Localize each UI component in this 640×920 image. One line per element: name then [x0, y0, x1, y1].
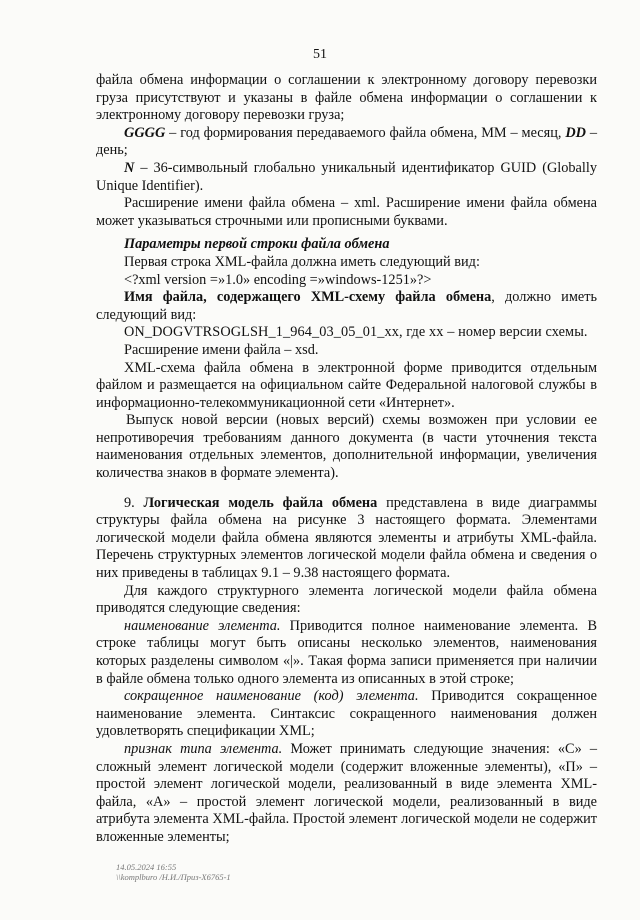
text-guid-desc: – 36-символьный глобально уникальный идентификатор GUID (Globally Unique Identifier).	[96, 159, 597, 194]
term-dd: DD	[565, 124, 586, 141]
paragraph-guid	[96, 160, 597, 195]
footer-path: \\komplburo /Н.И./Приз-Х6765-1	[116, 872, 231, 882]
text-year-desc: – год формирования передаваемого файла обмена, ММ – месяц,	[165, 124, 562, 141]
paragraph-element-type	[96, 741, 597, 847]
footer-timestamp: 14.05.2024 16:55	[116, 862, 177, 872]
term-n: N	[124, 159, 135, 176]
item-number: 9.	[124, 494, 144, 511]
paragraph-element-name	[96, 618, 597, 688]
page-content	[96, 72, 597, 847]
italic-element-code: сокращенное наименование (код) элемента.	[124, 688, 419, 705]
text-element-code: Приводится сокращенное наименование элемента. Синтаксис сокращенного наименования должен удовлетворять спецификации XML;	[96, 688, 597, 740]
text-element-type: Может принимать следующие значения: «С» – сложный элемент логической модели (содержит вложенные элементы), «П» – простой элемент логической модели, реализованный в виде элемента XML-файла, «А» – простой элемент логической модели, реализованный в виде атрибута элемента XML-файла. Простой элемент логической модели не содержит вложенные элементы;	[96, 740, 597, 845]
paragraph-new-versions: Выпуск новой версии (новых версий) схемы возможен при условии ее непротиворечия требованиям данного документа (в части уточнения текста наименования отдельных элементов, дополнительной информации, увеличения количества знаков в формате элемента).	[96, 412, 597, 482]
paragraph-element-code	[96, 688, 597, 741]
text-element-name: Приводится полное наименование элемента. В строке таблицы могут быть описаны несколько элементов, наименования которых разделены символом «|». Такая форма записи применяется при наличии в файле обмена только одного элемента из описанных в этой строке;	[96, 617, 597, 687]
paragraph-logical-model	[96, 495, 597, 583]
page-number: 51	[313, 47, 327, 62]
italic-element-name: наименование элемента.	[124, 617, 281, 634]
text-day-desc: – день;	[96, 124, 597, 159]
italic-element-type: признак типа элемента.	[124, 740, 283, 757]
text-schema-filename: , должно иметь следующий вид:	[96, 289, 597, 323]
paragraph-element-info-intro: Для каждого структурного элемента логической модели файла обмена приводятся следующие сведения:	[96, 582, 597, 617]
paragraph-xsd-extension: Расширение имени файла – xsd.	[124, 341, 319, 358]
paragraph-schema-filename	[96, 289, 597, 324]
text-logical-model: представлена в виде диаграммы структуры файла обмена на рисунке 3 настоящего формата. Элементами логической модели файла обмена являются элементы и атрибуты XML-файла. Перечень структурных элементов логической модели файла обмена и сведения о них приведены в таблицах 9.1 – 9.38 настоящего формата.	[96, 494, 598, 582]
paragraph-continuation: файла обмена информации о соглашении к электронному договору перевозки груза присутствуют и указаны в файле обмена информации о соглашении к электронному договору перевозки груза;	[96, 72, 597, 124]
document-footer-stamp	[116, 862, 231, 882]
bold-logical-model: Логическая модель файла обмена	[143, 494, 378, 511]
paragraph-first-line-intro: Первая строка XML-файла должна иметь следующий вид:	[124, 253, 480, 270]
bold-schema-filename: Имя файла, содержащего XML-схему файла обмена	[124, 289, 492, 306]
paragraph-xml-declaration: <?xml version =»1.0» encoding =»windows-1251»?>	[124, 271, 432, 288]
term-gggg: GGGG	[124, 124, 166, 141]
paragraph-year-format	[96, 125, 597, 160]
section-heading-first-line: Параметры первой строки файла обмена	[124, 236, 390, 253]
paragraph-schema-name: ON_DOGVTRSOGLSH_1_964_03_05_01_xx, где хх – номер версии схемы.	[124, 324, 588, 341]
paragraph-extension: Расширение имени файла обмена – xml. Расширение имени файла обмена может указываться строчными или прописными буквами.	[96, 195, 597, 229]
paragraph-schema-publication: XML-схема файла обмена в электронной форме приводится отдельным файлом и размещается на официальном сайте Федеральной налоговой службы в информационно-телекоммуникационной сети «Интернет».	[96, 359, 597, 411]
